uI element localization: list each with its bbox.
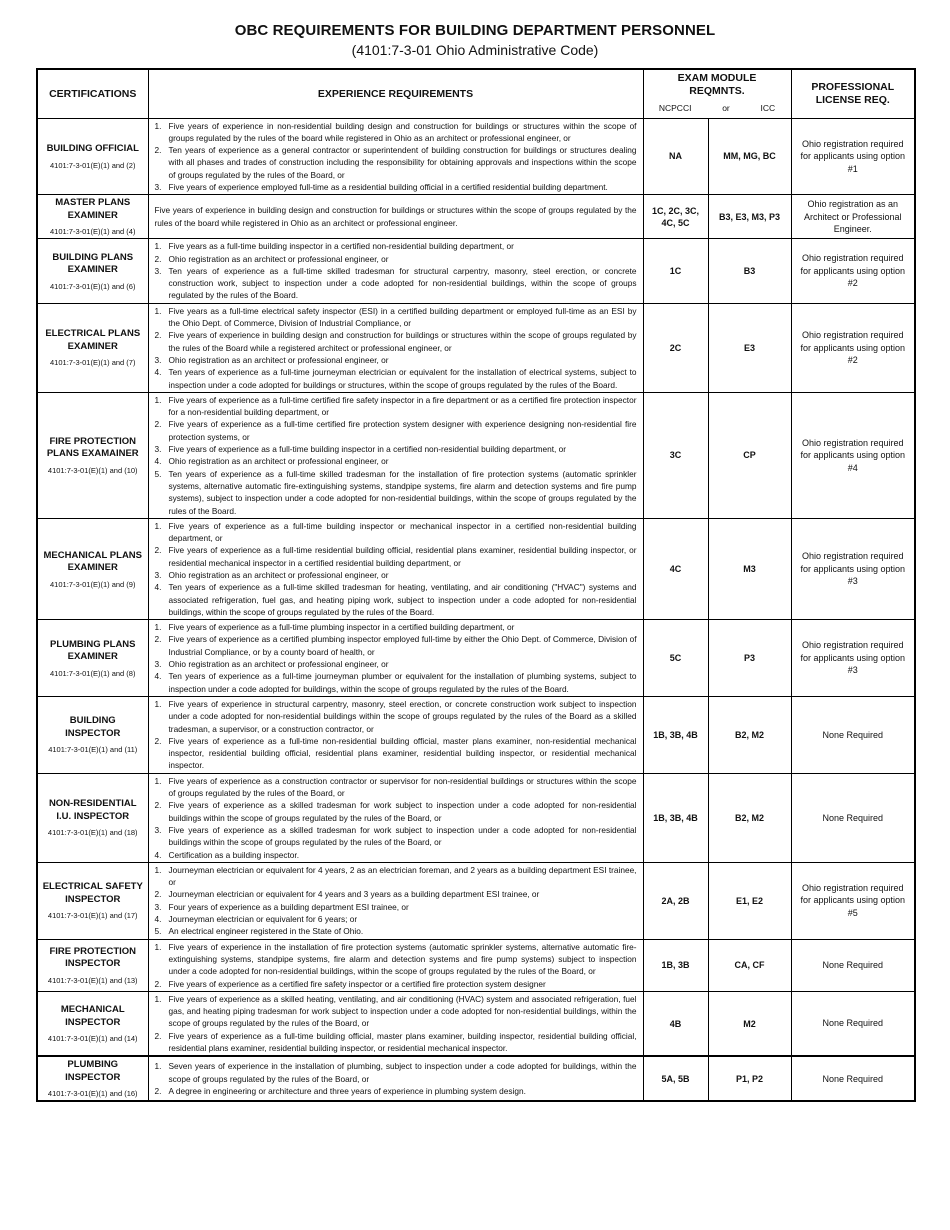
item-number: 3. [154, 570, 162, 580]
license-cell: Ohio registration required for applicants using option #3 [791, 518, 915, 619]
experience-item [155, 993, 637, 1030]
item-number: 1. [154, 941, 162, 952]
item-number: 3. [154, 824, 162, 835]
certification-cell [37, 939, 148, 991]
item-number: 1. [154, 305, 162, 316]
item-number: 2. [154, 889, 162, 900]
item-text: Five years of experience as a full-time residential building official, residential plans examiner, residential building inspector, or residential mechanical inspector in a certified residential building department, or [168, 545, 637, 568]
experience-cell [148, 696, 643, 773]
ncpcci-module-cell: 2A, 2B [643, 862, 708, 939]
table-row [37, 773, 915, 862]
ncpcci-module-cell: 1C [643, 239, 708, 303]
item-text: Ten years of experience as a full-time journeyman electrician or equivalent for the installation of electrical systems, subject to inspection under a code adopted for buildings or structures, within the scope of groups regulated by the rules of the Board. [168, 367, 637, 390]
item-text: Five years of experience as a full-time certified fire safety inspector in a fire department or as a certified fire protection inspector for a non-residential building department, or [168, 394, 637, 418]
item-text: Journeyman electrician or equivalent for 4 years, 2 as an electrician foreman, and 2 years as a building department ESI trainee, or [168, 864, 637, 888]
item-text: Ten years of experience as a general contractor or superintendent of building construction for buildings or structures dealing with all phases and trades of construction including the responsibility for obtaining approvals and inspections within the scope of groups regulated by the rules of the Board, or [168, 145, 637, 180]
item-text: Five years of experience as a skilled tradesman for work subject to inspection under a code adopted for non-residential buildings within the scope of groups regulated by the rules of the Board, or [168, 824, 637, 848]
experience-item [155, 658, 637, 670]
experience-item [155, 941, 637, 978]
header-exam-module: EXAM MODULE REQMNTS. [643, 69, 791, 99]
item-text: Journeyman electrician or equivalent for 4 years and 3 years as a building department ESI trainee, or [168, 889, 540, 900]
table-row [37, 620, 915, 697]
ncpcci-module-cell: 3C [643, 392, 708, 518]
certification-name: PLUMBING INSPECTOR [65, 1059, 121, 1083]
experience-item [155, 698, 637, 735]
item-text: Five years as a full-time building inspector in a certified non-residential building department, or [168, 241, 514, 252]
experience-item [155, 329, 637, 354]
icc-module-cell: E1, E2 [708, 862, 791, 939]
item-number: 1. [154, 120, 162, 131]
item-number: 2. [154, 145, 162, 156]
item-number: 4. [154, 914, 162, 925]
experience-item [155, 901, 637, 913]
certification-name: ELECTRICAL PLANS EXAMINER [45, 328, 141, 352]
experience-list [155, 120, 637, 194]
license-cell: None Required [791, 991, 915, 1056]
table-row [37, 862, 915, 939]
item-number: 3. [154, 181, 162, 192]
experience-item [155, 925, 637, 937]
icc-module-cell: CP [708, 392, 791, 518]
page-subtitle: (4101:7-3-01 Ohio Administrative Code) [351, 42, 599, 58]
certification-code: 4101:7-3-01(E)(1) and (16) [47, 1089, 138, 1099]
experience-item [155, 455, 637, 467]
experience-item [155, 913, 637, 925]
experience-list [155, 698, 637, 772]
experience-item [155, 120, 637, 145]
certification-cell [37, 620, 148, 697]
license-cell: None Required [791, 939, 915, 991]
table-row [37, 518, 915, 619]
license-cell: None Required [791, 773, 915, 862]
item-text: Five years of experience as a full-time plumbing inspector in a certified building department, or [168, 622, 515, 633]
certification-name: MECHANICAL INSPECTOR [60, 1004, 125, 1028]
certification-cell [37, 862, 148, 939]
item-number: 2. [154, 253, 162, 264]
experience-item [155, 468, 637, 517]
experience-cell [148, 620, 643, 697]
experience-cell [148, 1056, 643, 1101]
item-number: 2. [154, 800, 162, 811]
item-text: Ten years of experience as a full-time skilled tradesman for the installation of fire protection systems (automatic sprinkler systems, alternative automatic fire-extinguishing systems, standpipe systems, fire alarm and detection systems and fire pump systems), subject to inspection under a code adopted for non-residential buildings, within the scope of groups regulated by the rules of the Board. [168, 468, 637, 516]
table-row [37, 195, 915, 239]
experience-item [155, 1085, 637, 1097]
experience-cell [148, 118, 643, 195]
experience-item [155, 544, 637, 569]
item-text: Five years of experience as a skilled heating, ventilating, and air conditioning (HVAC) system and associated refrigeration, fuel gas, and heating piping tradesman for work subject to inspection under a code adopted for non-residential buildings, within the scope of groups regulated by the rules of the Board, or [168, 993, 637, 1029]
icc-module-cell: MM, MG, BC [708, 118, 791, 195]
experience-item [155, 181, 637, 193]
experience-cell [148, 303, 643, 392]
experience-list [155, 394, 637, 517]
certification-name: BUILDING PLANS EXAMINER [52, 251, 134, 276]
item-number: 1. [154, 520, 162, 531]
license-cell: None Required [791, 696, 915, 773]
requirements-table [36, 68, 916, 1102]
item-number: 3. [154, 354, 162, 365]
header-exam-subheads [643, 99, 791, 118]
certification-code: 4101:7-3-01(E)(1) and (7) [50, 358, 136, 368]
ncpcci-module-cell: 1B, 3B, 4B [643, 773, 708, 862]
item-number: 1. [154, 864, 162, 875]
certification-cell [37, 392, 148, 518]
item-text: Five years of experience as a full-time building inspector in a certified non-residential building department, or [168, 444, 567, 455]
certification-code: 4101:7-3-01(E)(1) and (11) [48, 745, 138, 755]
header-certifications: CERTIFICATIONS [37, 69, 148, 118]
experience-list [155, 775, 637, 861]
item-number: 2. [154, 545, 162, 556]
item-number: 4. [154, 582, 162, 593]
experience-item [155, 305, 637, 330]
license-cell: None Required [791, 1056, 915, 1101]
item-text: Ohio registration as an architect or professional engineer, or [168, 253, 389, 264]
item-number: 2. [154, 1030, 162, 1041]
experience-item [155, 824, 637, 849]
license-cell: Ohio registration required for applicants using option #1 [791, 118, 915, 195]
certification-cell [37, 773, 148, 862]
certification-name: ELECTRICAL SAFETY INSPECTOR [42, 881, 143, 905]
item-text: Five years of experience as a full-time non-residential building official, master plans examiner, non-residential mechanical inspector, residential building official, residential plans examiner, residential building inspector, or residential mechanical inspector. [168, 735, 637, 771]
experience-item [155, 633, 637, 658]
item-text: Five years of experience in building design and construction for buildings or structures within the scope of groups regulated by the rules of the Board while a registered architect or professional engineer, or [168, 330, 637, 353]
experience-item [155, 354, 637, 366]
item-text: Ohio registration as an architect or professional engineer, or [168, 354, 389, 365]
certification-cell [37, 1056, 148, 1101]
certification-code: 4101:7-3-01(E)(1) and (18) [47, 828, 138, 838]
certification-name: BUILDING OFFICIAL [46, 143, 139, 155]
experience-item [155, 265, 637, 302]
item-number: 5. [154, 926, 162, 937]
item-text: Five years of experience as a full-time building inspector or mechanical inspector in a certified non-residential building department, or [168, 520, 637, 544]
item-text: Five years of experience as a certified fire safety inspector or a certified fire protection system designer [168, 978, 546, 989]
icc-module-cell: M3 [708, 518, 791, 619]
certification-cell [37, 239, 148, 303]
item-text: Seven years of experience in the installation of plumbing, subject to inspection under a code adopted for buildings, within the scope of groups regulated by the rules of the Board, or [168, 1061, 637, 1084]
experience-cell [148, 991, 643, 1056]
experience-cell [148, 773, 643, 862]
experience-item [155, 621, 637, 633]
certification-code: 4101:7-3-01(E)(1) and (6) [50, 281, 136, 291]
item-text: Five years of experience in structural carpentry, masonry, steel erection, or concrete construction work subject to inspection under a code adopted for non-residential buildings within the scope of groups regulated by the rules of the Board as a skilled tradesman, a supervisor, or a construction contractor, or [168, 698, 637, 734]
item-text: A degree in engineering or architecture and three years of experience in plumbing system design. [168, 1085, 526, 1096]
table-row [37, 991, 915, 1056]
item-text: An electrical engineer registered in the State of Ohio. [168, 926, 364, 937]
ncpcci-module-cell: 2C [643, 303, 708, 392]
item-text: Certification as a building inspector. [168, 849, 300, 860]
icc-module-cell: E3 [708, 303, 791, 392]
certification-code: 4101:7-3-01(E)(1) and (4) [50, 227, 136, 237]
certification-code: 4101:7-3-01(E)(1) and (9) [50, 579, 136, 589]
item-number: 3. [154, 444, 162, 455]
item-number: 2. [154, 330, 162, 341]
item-number: 3. [154, 659, 162, 670]
certification-name: MASTER PLANS EXAMINER [55, 197, 131, 221]
experience-list [155, 520, 637, 618]
certification-cell [37, 303, 148, 392]
item-number: 3. [154, 265, 162, 276]
experience-cell [148, 862, 643, 939]
item-text: Five years of experience in the installation of fire protection systems (automatic sprinkler systems, alternative automatic fire-extinguishing systems, standpipe systems, fire alarm and detection systems and fire pump systems) subject to inspection under a code adopted for non-residential buildings, within the scope of groups regulated by the rules of the Board, or [168, 941, 637, 977]
item-number: 5. [154, 468, 162, 479]
experience-item [155, 670, 637, 695]
icc-module-cell: B2, M2 [708, 773, 791, 862]
item-number: 1. [154, 394, 162, 405]
experience-list [155, 621, 637, 695]
item-text: Ohio registration as an architect or professional engineer, or [168, 659, 389, 670]
certification-name: MECHANICAL PLANS EXAMINER [43, 549, 143, 573]
item-number: 2. [154, 634, 162, 645]
certification-name: NON-RESIDENTIAL I.U. INSPECTOR [48, 798, 137, 822]
experience-cell [148, 392, 643, 518]
experience-item [155, 394, 637, 419]
icc-module-cell: M2 [708, 991, 791, 1056]
experience-text: Five years of experience in building design and construction for buildings or structures within the scope of groups regulated by the rules of the board while registered in Ohio as an architect or professional engineer. [154, 205, 637, 228]
experience-item [155, 799, 637, 824]
certification-name: FIRE PROTECTION PLANS EXAMAINER [46, 435, 139, 460]
certification-code: 4101:7-3-01(E)(1) and (13) [47, 975, 138, 985]
item-text: Ten years of experience as a full-time journeyman plumber or equivalent for the installation of plumbing systems, subject to inspection under a code adopted for buildings, within the scope of groups regulated by the rules of the Board. [168, 671, 637, 694]
table-row [37, 239, 915, 303]
item-text: Ten years of experience as a full-time skilled tradesman for structural carpentry, masonry, steel erection, or concrete construction work, subject to inspection under a code adopted for non-residential buildings, within the scope of groups regulated by the rules of the Board. [168, 265, 637, 301]
item-number: 2. [154, 735, 162, 746]
item-text: Five years of experience as a skilled tradesman for work subject to inspection under a code adopted for non-residential buildings within the scope of groups regulated by the rules of the Board, or [168, 800, 637, 823]
header-license: PROFESSIONAL LICENSE REQ. [791, 69, 915, 118]
item-number: 4. [154, 456, 162, 467]
experience-item [155, 253, 637, 265]
ncpcci-module-cell: NA [643, 118, 708, 195]
item-number: 4. [154, 367, 162, 378]
experience-item [155, 849, 637, 861]
item-number: 1. [154, 698, 162, 709]
experience-item [155, 443, 637, 455]
experience-list [155, 864, 637, 938]
icc-module-cell: B3, E3, M3, P3 [708, 195, 791, 239]
page-title: OBC REQUIREMENTS FOR BUILDING DEPARTMENT PERSONNEL [234, 22, 716, 39]
header-experience: EXPERIENCE REQUIREMENTS [148, 69, 643, 118]
header-ncpcci: NCPCCI [658, 103, 692, 114]
experience-item [155, 888, 637, 900]
certification-code: 4101:7-3-01(E)(1) and (2) [50, 160, 136, 170]
icc-module-cell: B2, M2 [708, 696, 791, 773]
table-row [37, 392, 915, 518]
item-number: 1. [154, 775, 162, 786]
certification-name: BUILDING INSPECTOR [65, 715, 121, 739]
experience-item [155, 520, 637, 545]
experience-item [155, 1030, 637, 1055]
item-text: Five years of experience as a full-time building official, master plans examiner, building inspector, residential building official, residential plans examiner, residential building inspector, or residential mechanical inspector. [168, 1030, 637, 1053]
license-cell: Ohio registration required for applicants using option #2 [791, 303, 915, 392]
table-row [37, 303, 915, 392]
table-row [37, 939, 915, 991]
item-text: Ohio registration as an architect or professional engineer, or [168, 570, 389, 580]
experience-item [155, 569, 637, 581]
icc-module-cell: P3 [708, 620, 791, 697]
ncpcci-module-cell: 1B, 3B [643, 939, 708, 991]
item-number: 2. [154, 1085, 162, 1096]
table-row [37, 1056, 915, 1101]
item-number: 1. [154, 622, 162, 633]
ncpcci-module-cell: 1B, 3B, 4B [643, 696, 708, 773]
experience-list [155, 1060, 637, 1097]
license-cell: Ohio registration required for applicants using option #5 [791, 862, 915, 939]
experience-item [155, 864, 637, 889]
icc-module-cell: P1, P2 [708, 1056, 791, 1101]
certification-name: FIRE PROTECTION INSPECTOR [49, 945, 137, 970]
certification-name: PLUMBING PLANS EXAMINER [50, 638, 136, 663]
item-text: Five years as a full-time electrical safety inspector (ESI) in a certified building department or employed full-time as an ESI by the Ohio Dept. of Commerce, Division of Industrial Compliance, or [168, 305, 637, 329]
license-cell: Ohio registration required for applicants using option #3 [791, 620, 915, 697]
experience-item [155, 418, 637, 443]
item-text: Five years of experience employed full-time as a residential building official in a certified residential building department. [168, 181, 608, 192]
certification-code: 4101:7-3-01(E)(1) and (10) [47, 465, 138, 475]
certification-cell [37, 696, 148, 773]
experience-item [155, 240, 637, 252]
item-text: Five years of experience as a full-time certified fire protection system designer with experience designing non-residential fire protection systems, or [168, 419, 637, 442]
icc-module-cell: CA, CF [708, 939, 791, 991]
license-cell: Ohio registration as an Architect or Professional Engineer. [791, 195, 915, 239]
item-text: Ten years of experience as a full-time skilled tradesman for heating, ventilating, and air conditioning ("HVAC") systems and associated refrigeration, fuel gas, and heating piping work, subject to inspection under a code adopted for non-residential buildings, within the scope of groups regulated by the rules of the Board. [168, 582, 637, 617]
experience-cell [148, 939, 643, 991]
item-text: Journeyman electrician or equivalent for 6 years; or [168, 914, 358, 925]
experience-item [155, 978, 637, 990]
icc-module-cell: B3 [708, 239, 791, 303]
item-text: Five years of experience in non-residential building design and construction for buildings or structures within the scope of groups regulated by the rules of the board while registered in Ohio as an architect or professional engineer, or [168, 120, 637, 143]
experience-list [155, 240, 637, 301]
certification-cell [37, 195, 148, 239]
ncpcci-module-cell: 5A, 5B [643, 1056, 708, 1101]
header-icc: ICC [760, 103, 776, 114]
item-number: 3. [154, 901, 162, 912]
ncpcci-module-cell: 1C, 2C, 3C, 4C, 5C [643, 195, 708, 239]
ncpcci-module-cell: 4C [643, 518, 708, 619]
ncpcci-module-cell: 4B [643, 991, 708, 1056]
experience-cell [148, 239, 643, 303]
certification-cell [37, 991, 148, 1056]
item-number: 1. [154, 1061, 162, 1072]
item-number: 4. [154, 849, 162, 860]
experience-list [155, 941, 637, 990]
experience-item [155, 735, 637, 772]
item-number: 1. [154, 241, 162, 252]
item-text: Five years of experience as a certified plumbing inspector employed full-time by either the Ohio Dept. of Commerce, Division of Industrial Compliance, or by a county board of health, or [168, 634, 637, 657]
experience-item [155, 581, 637, 618]
header-or: or [722, 103, 730, 114]
experience-item [155, 144, 637, 181]
certification-cell [37, 118, 148, 195]
experience-list [155, 305, 637, 391]
experience-item [155, 775, 637, 800]
license-cell: Ohio registration required for applicants using option #4 [791, 392, 915, 518]
item-number: 2. [154, 419, 162, 430]
table-row [37, 696, 915, 773]
item-text: Five years of experience as a construction contractor or supervisor for non-residential buildings or structures within the scope of groups regulated by the rules of the Board, or [168, 775, 637, 799]
certification-code: 4101:7-3-01(E)(1) and (8) [50, 668, 136, 678]
experience-list [155, 993, 637, 1054]
experience-cell [148, 518, 643, 619]
item-text: Four years of experience as a building department ESI trainee, or [168, 901, 409, 912]
item-number: 1. [154, 993, 162, 1004]
certification-code: 4101:7-3-01(E)(1) and (17) [47, 911, 138, 921]
license-cell: Ohio registration required for applicants using option #2 [791, 239, 915, 303]
table-body [37, 118, 915, 1101]
ncpcci-module-cell: 5C [643, 620, 708, 697]
certification-cell [37, 518, 148, 619]
item-number: 2. [154, 978, 162, 989]
experience-item [155, 1060, 637, 1085]
experience-item [155, 366, 637, 391]
experience-cell [148, 195, 643, 239]
item-number: 4. [154, 671, 162, 682]
table-row [37, 118, 915, 195]
item-text: Ohio registration as an architect or professional engineer, or [168, 456, 389, 467]
certification-code: 4101:7-3-01(E)(1) and (14) [47, 1034, 138, 1044]
